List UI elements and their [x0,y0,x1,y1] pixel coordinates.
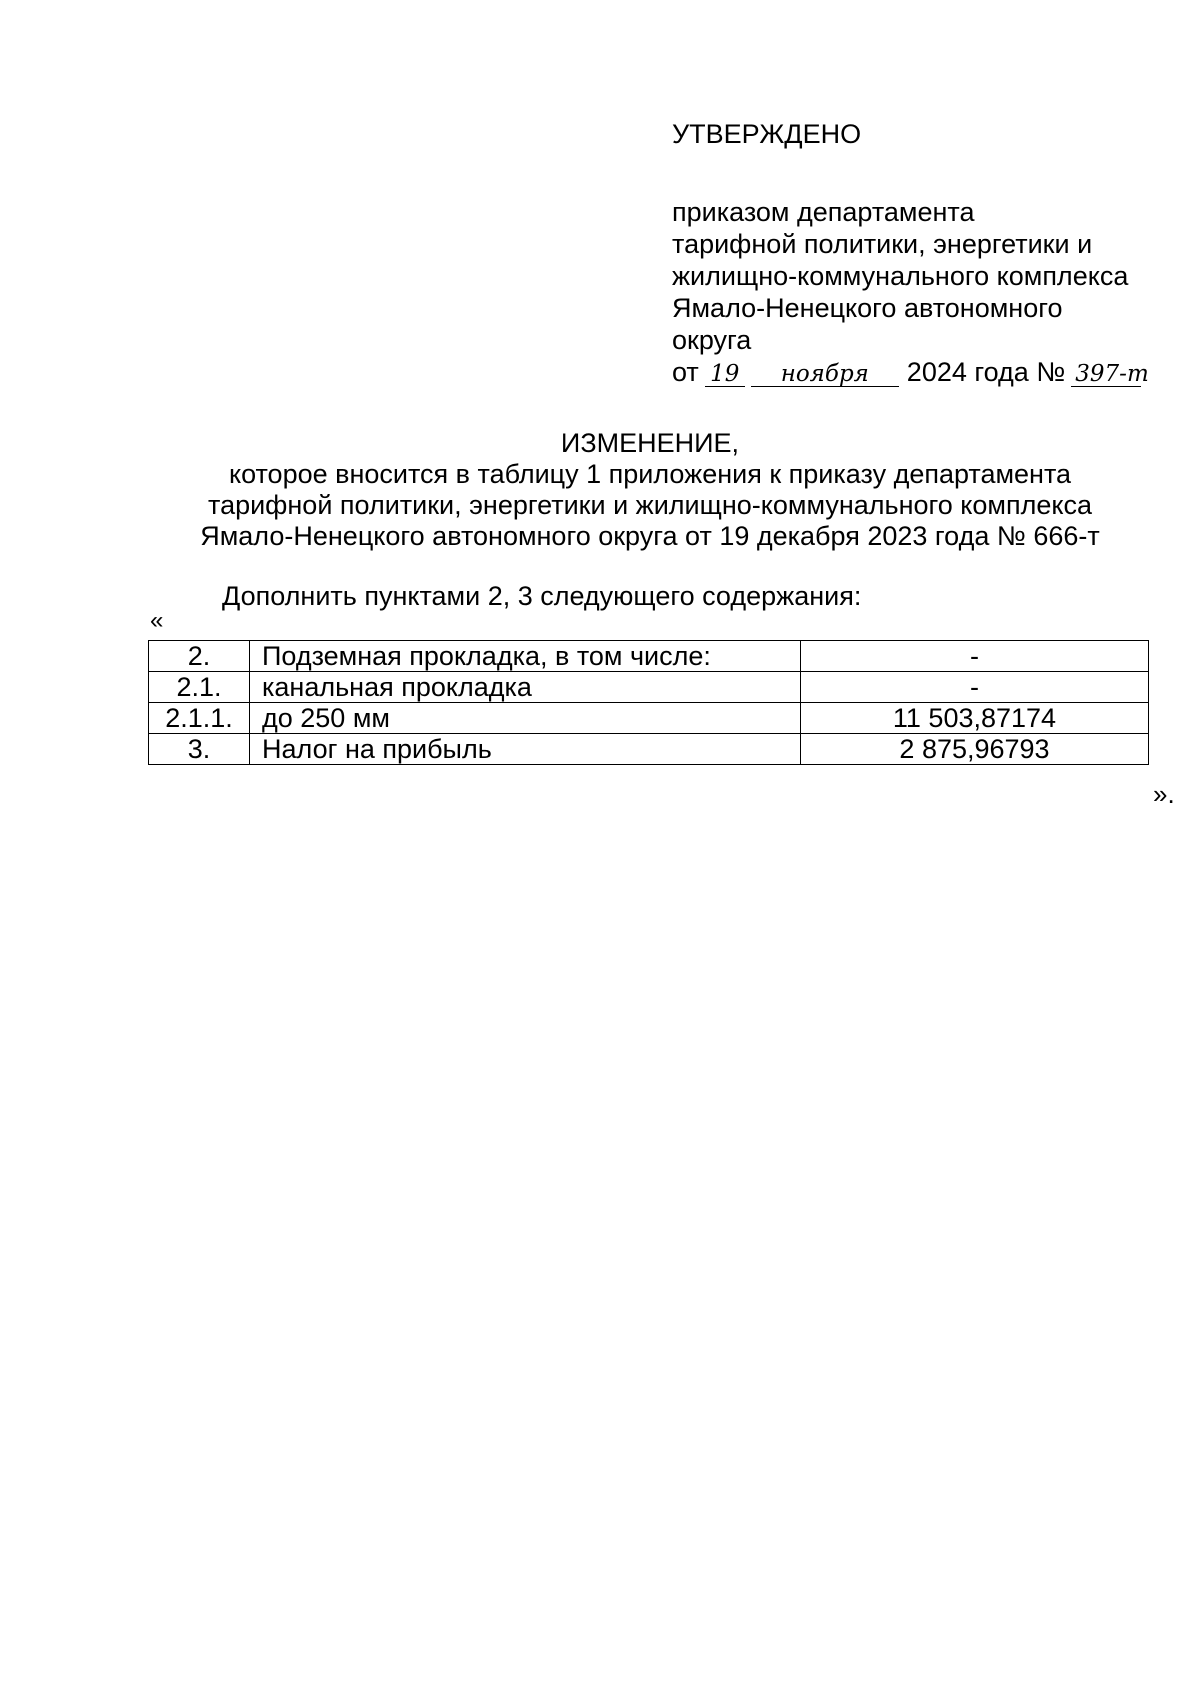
issuer-line: округа [672,325,752,355]
handwritten-month: ноября [751,362,899,387]
handwritten-day: 19 [705,362,745,387]
date-prefix: от [672,357,699,387]
row-number: 3. [149,734,250,765]
row-name: канальная прокладка [250,672,801,703]
tariff-table [148,640,1149,765]
date-year-text: 2024 года № [906,357,1066,387]
intro-text: Дополнить пунктами 2, 3 следующего содержания: [222,581,862,611]
closing-quote: ». [1153,779,1175,809]
row-value: 2 875,96793 [801,734,1149,765]
issuer-line: Ямало-Ненецкого автономного [672,293,1063,323]
row-name: Подземная прокладка, в том числе: [250,641,801,672]
change-subtitle-line: которое вносится в таблицу 1 приложения к приказу департамента [228,459,1072,489]
issuer-line: приказом департамента [672,197,975,227]
row-value: 11 503,87174 [801,703,1149,734]
change-subtitle-line: тарифной политики, энергетики и жилищно-коммунального комплекса [208,490,1092,520]
change-subtitle-line: Ямало-Ненецкого автономного округа от 19 декабря 2023 года № 666-т [200,521,1100,551]
table-row [149,734,1149,765]
issuer-line: тарифной политики, энергетики и [672,229,1093,259]
row-number: 2.1. [149,672,250,703]
issuer-line: жилищно-коммунального комплекса [672,261,1129,291]
row-value: - [801,641,1149,672]
approval-date-line [672,356,1172,388]
table-row [149,641,1149,672]
approval-heading: УТВЕРЖДЕНО [672,119,862,149]
opening-quote: « [150,607,164,634]
approval-issuer [672,196,1172,356]
change-title-block [150,428,1150,552]
row-value: - [801,672,1149,703]
approval-block [672,118,1172,388]
change-title: ИЗМЕНЕНИЕ, [560,428,740,458]
row-number: 2.1.1. [149,703,250,734]
table-row [149,703,1149,734]
table-row [149,672,1149,703]
row-name: Налог на прибыль [250,734,801,765]
row-name: до 250 мм [250,703,801,734]
row-number: 2. [149,641,250,672]
handwritten-order-number: 397-т [1071,362,1141,387]
